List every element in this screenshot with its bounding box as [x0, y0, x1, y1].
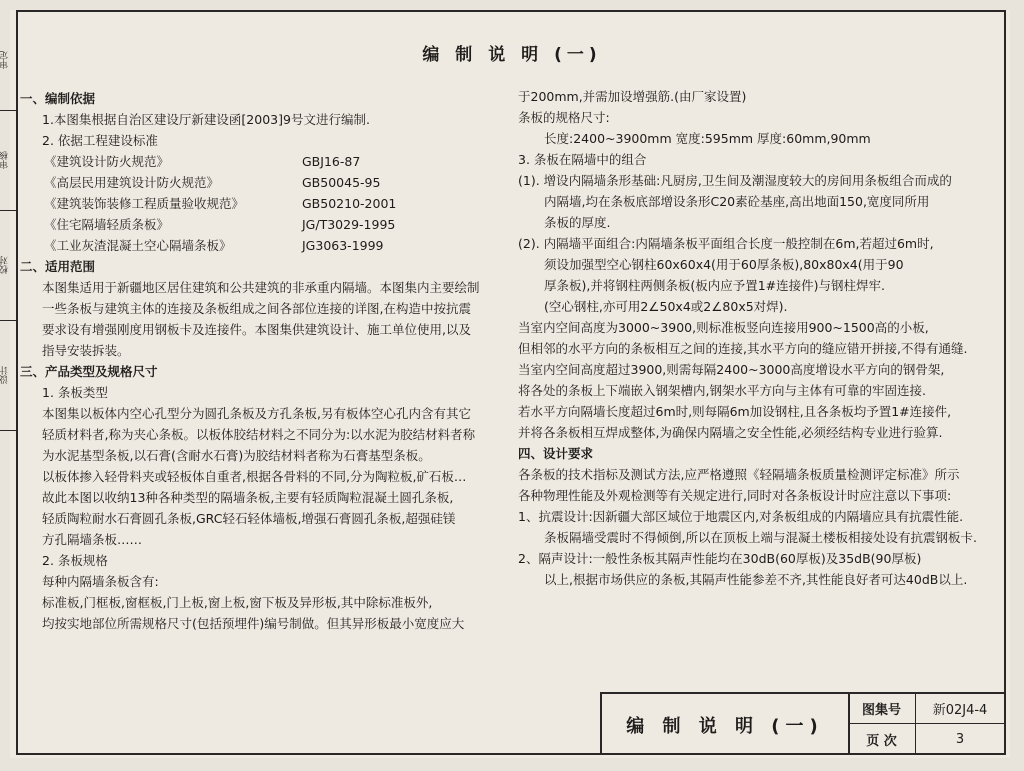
text-line: 本图集适用于新疆地区居住建筑和公共建筑的非承重内隔墙。本图集内主要绘制: [42, 280, 480, 295]
left-column: [20, 88, 500, 634]
standard-row: [20, 172, 500, 193]
signature-strip: [0, 10, 17, 430]
text-line: 并将各条板相互焊成整体,为确保内隔墙之安全性能,必须经结构专业进行验算.: [518, 425, 943, 440]
side-label: 校对: [0, 210, 16, 321]
text-line: 厚条板),并将钢柱两侧条板(板内应予置1#连接件)与钢柱焊牢.: [544, 278, 886, 293]
standard-row: [20, 151, 500, 172]
text-line: (1). 增设内隔墙条形基础:凡厨房,卫生间及潮湿度较大的房间用条板组合而成的: [518, 173, 952, 188]
text-line: 方孔隔墙条板……: [42, 532, 143, 547]
text-line: 于200mm,并需加设增强筋.(由厂家设置): [518, 89, 747, 104]
text-line: 2. 条板规格: [42, 553, 108, 568]
title-block-name: 编 制 说 明 (一): [602, 694, 850, 755]
text-line: (2). 内隔墙平面组合:内隔墙条板平面组合长度一般控制在6m,若超过6m时,: [518, 236, 934, 251]
section-heading: 三、产品类型及规格尺寸: [20, 364, 158, 379]
text-line: 当室内空间高度超过3900,则需每隔2400~3000高度增设水平方向的钢骨架,: [518, 362, 945, 377]
text-line: 长度:2400~3900mm 宽度:595mm 厚度:60mm,90mm: [544, 131, 871, 146]
text-line: 条板隔墙受震时不得倾倒,所以在顶板上端与混凝土楼板相接处设有抗震钢板卡.: [544, 530, 977, 545]
atlas-number: 新02J4-4: [916, 694, 1004, 724]
standard-code: JG/T3029-1995: [302, 217, 396, 232]
right-column: [518, 86, 998, 590]
standard-row: [20, 193, 500, 214]
text-line: 3. 条板在隔墙中的组合: [518, 152, 647, 167]
side-label: 审核: [0, 110, 16, 211]
atlas-label: 图集号: [848, 694, 916, 724]
standard-name: 《建筑装饰装修工程质量验收规范》: [44, 196, 245, 211]
text-line: 2. 依据工程建设标准: [42, 133, 158, 148]
title-block: [600, 692, 1006, 755]
page-number: 3: [955, 732, 965, 747]
text-line: 2、隔声设计:一般性条板其隔声性能均在30dB(60厚板)及35dB(90厚板): [518, 551, 922, 566]
text-line: 各种物理性能及外观检测等有关规定进行,同时对各条板设计时应注意以下事项:: [518, 488, 952, 503]
standard-code: GB50210-2001: [302, 196, 397, 211]
text-line: 一些条板与建筑主体的连接及条板组成之间各部位连接的详图,在构造中按抗震: [42, 301, 471, 316]
text-line: 以板体掺入轻骨料夹或轻板体自重者,根据各骨料的不同,分为陶粒板,矿石板…: [42, 469, 467, 484]
side-label: 设计: [0, 320, 16, 431]
section-heading: 一、编制依据: [20, 91, 96, 106]
section-heading: 二、适用范围: [20, 259, 96, 274]
text-line: 若水平方向隔墙长度超过6m时,则每隔6m加设钢柱,且各条板均予置1#连接件,: [518, 404, 952, 419]
text-line: 但相邻的水平方向的条板相互之间的连接,其水平方向的缝应错开拼接,不得有通缝.: [518, 341, 968, 356]
text-line: 本图集以板体内空心孔型分为圆孔条板及方孔条板,另有板体空心孔内含有其它: [42, 406, 471, 421]
text-line: 指导安装拆装。: [42, 343, 130, 358]
standard-code: GBJ16-87: [302, 154, 361, 169]
text-line: 当室内空间高度为3000~3900,则标准板竖向连接用900~1500高的小板,: [518, 320, 929, 335]
standard-name: 《高层民用建筑设计防火规范》: [44, 175, 220, 190]
text-line: 条板的规格尺寸:: [518, 110, 610, 125]
text-line: 故此本图以收纳13种各种类型的隔墙条板,主要有轻质陶粒混凝土圆孔条板,: [42, 490, 454, 505]
standard-row: [20, 214, 500, 235]
text-line: 1、抗震设计:因新疆大部区域位于地震区内,对条板组成的内隔墙应具有抗震性能.: [518, 509, 964, 524]
text-line: 须设加强型空心钢柱60x60x4(用于60厚条板),80x80x4(用于90: [544, 257, 904, 272]
text-line: 每种内隔墙条板含有:: [42, 574, 159, 589]
standard-name: 《住宅隔墙轻质条板》: [44, 217, 170, 232]
standard-name: 《工业灰渣混凝土空心隔墙条板》: [44, 238, 232, 253]
text-line: 要求设有增强刚度用钢板卡及连接件。本图集供建筑设计、施工单位使用,以及: [42, 322, 471, 337]
standard-code: GB50045-95: [302, 175, 381, 190]
text-line: 1.本图集根据自治区建设厅新建设函[2003]9号文进行编制.: [42, 112, 370, 127]
section-heading: 四、设计要求: [518, 446, 594, 461]
text-line: 均按实地部位所需规格尺寸(包括预埋件)编号制做。但其异形板最小宽度应大: [42, 616, 465, 631]
text-line: 内隔墙,均在条板底部增设条形C20素砼基座,高出地面150,宽度同所用: [544, 194, 930, 209]
text-line: 将各处的条板上下端嵌入钢架槽内,钢架水平方向与主体有可靠的牢固连接.: [518, 383, 926, 398]
standard-code: JG3063-1999: [302, 238, 384, 253]
text-line: 标准板,门框板,窗框板,门上板,窗上板,窗下板及异形板,其中除标准板外,: [42, 595, 433, 610]
text-line: 轻质陶粒耐水石膏圆孔条板,GRC轻石轻体墙板,增强石膏圆孔条板,超强硅镁: [42, 511, 456, 526]
page-label: 页 次: [848, 724, 916, 755]
text-line: 以上,根据市场供应的条板,其隔声性能参差不齐,其性能良好者可达40dB以上.: [544, 572, 968, 587]
text-line: 各条板的技术指标及测试方法,应严格遵照《轻隔墙条板质量检测评定标准》所示: [518, 467, 960, 482]
text-line: (空心钢柱,亦可用2∠50x4或2∠80x5对焊).: [544, 299, 788, 314]
side-label: 审定: [0, 10, 16, 111]
text-line: 为水泥基型条板,以石膏(含耐水石膏)为胶结材料者称为石膏基型条板。: [42, 448, 431, 463]
text-line: 轻质材料者,称为夹心条板。以板体胶结材料之不同分为:以水泥为胶结材料者称: [42, 427, 476, 442]
page-title: 编 制 说 明 (一): [422, 45, 602, 65]
text-line: 1. 条板类型: [42, 385, 108, 400]
standard-name: 《建筑设计防火规范》: [44, 154, 170, 169]
standard-row: [20, 235, 500, 256]
text-line: 条板的厚度.: [544, 215, 611, 230]
